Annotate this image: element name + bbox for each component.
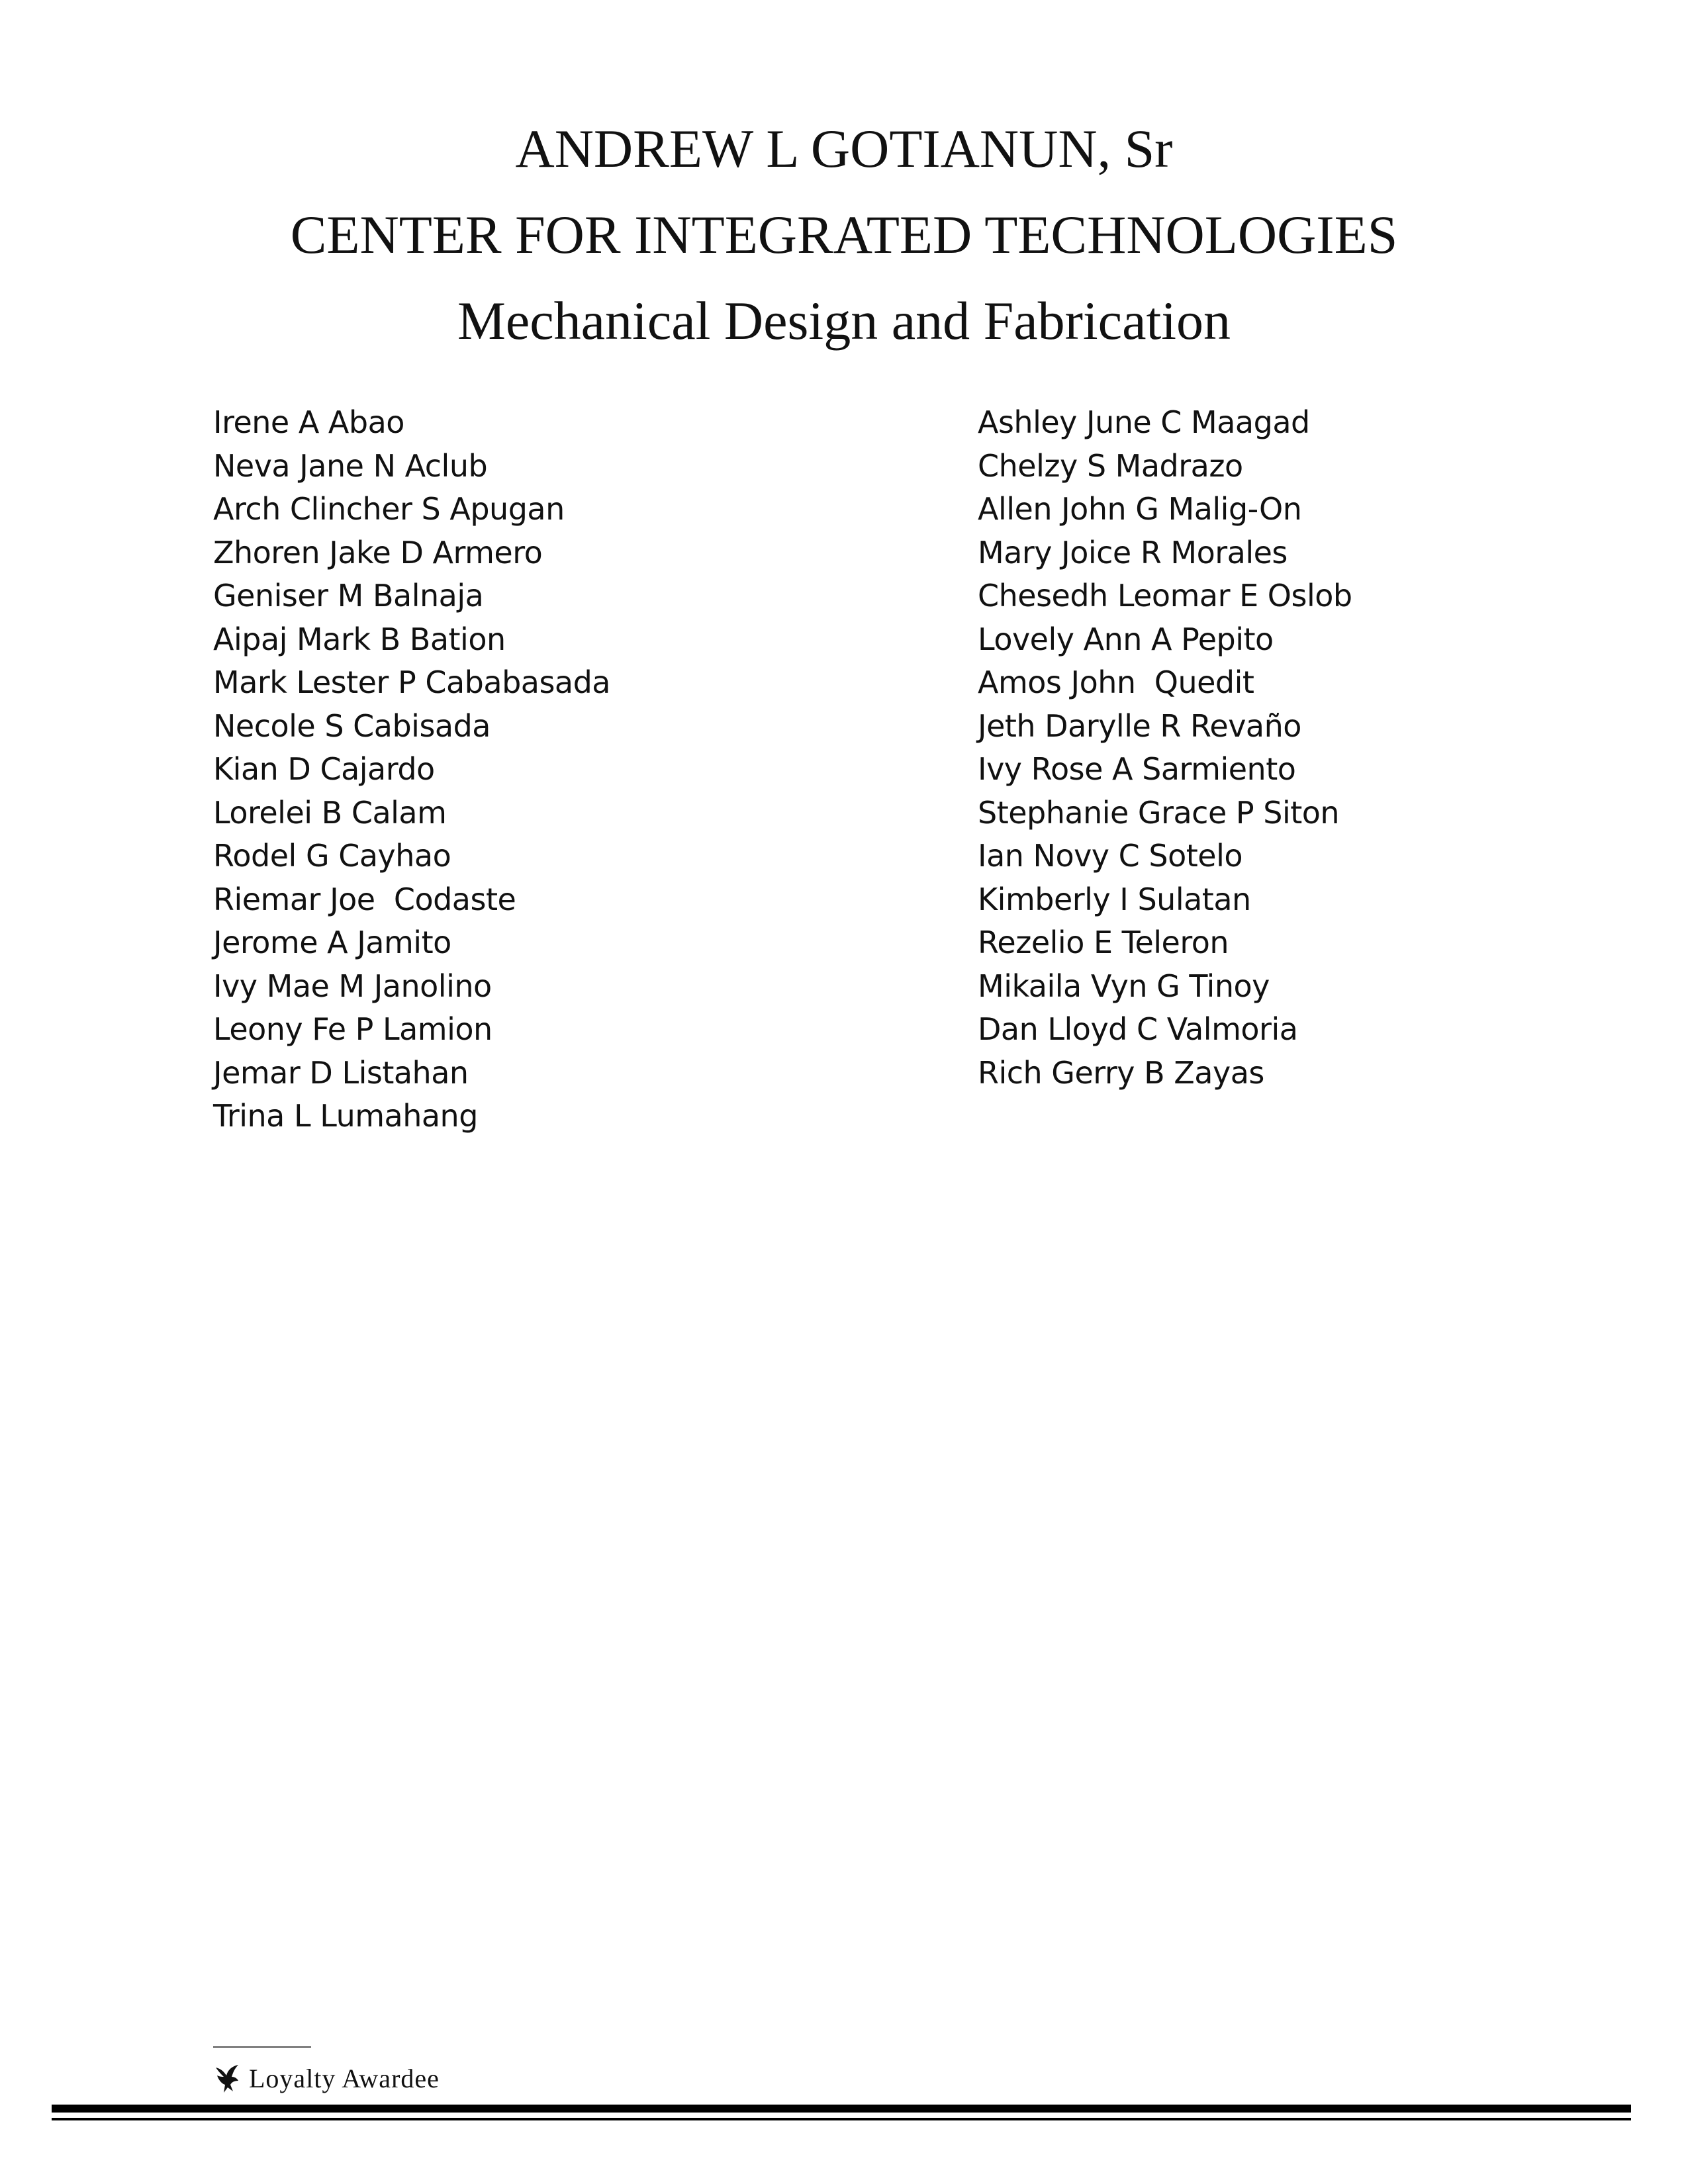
list-item: Kimberly I Sulatan: [978, 881, 1251, 917]
eagle-icon: [213, 2062, 241, 2094]
list-item: Jemar D Listahan: [213, 1054, 469, 1091]
list-item: Allen John G Malig-On: [978, 491, 1302, 527]
list-item: Ian Novy C Sotelo: [978, 838, 1243, 874]
list-item: Mark Lester P Cababasada: [213, 664, 610, 700]
list-item: Ivy Rose A Sarmiento: [978, 751, 1296, 787]
list-item: Aipaj Mark B Bation: [213, 621, 506, 657]
list-item: Geniser M Balnaja: [213, 578, 484, 614]
list-item: Jeth Darylle R Revaño: [978, 707, 1301, 744]
list-item: Chelzy S Madrazo: [978, 447, 1243, 484]
list-item: Mary Joice R Morales: [978, 534, 1288, 570]
list-item: Leony Fe P Lamion: [213, 1011, 492, 1047]
footnote-legend: [213, 2062, 610, 2094]
list-item: Rezelio E Teleron: [978, 925, 1229, 960]
list-item: Neva Jane N Aclub: [213, 447, 488, 484]
list-item: Necole S Cabisada: [213, 707, 491, 744]
list-item: Stephanie Grace P Siton: [978, 794, 1340, 831]
footnote-label: Loyalty Awardee: [249, 2063, 440, 2093]
page-header: [0, 106, 1688, 364]
list-item: Ashley June C Maagad: [978, 404, 1310, 440]
footnote-divider: [213, 2046, 311, 2048]
list-item: Kian D Cajardo: [213, 751, 435, 787]
list-item: Irene A Abao: [213, 404, 404, 440]
footnote: [213, 2046, 610, 2094]
list-item: Rich Gerry B Zayas: [978, 1054, 1264, 1091]
bottom-rule-thick: [52, 2105, 1631, 2113]
list-item: Arch Clincher S Apugan: [213, 491, 565, 527]
list-item: Mikaila Vyn G Tinoy: [978, 968, 1270, 1004]
header-title-program: Mechanical Design and Fabrication: [457, 291, 1231, 351]
list-item: Jerome A Jamito: [213, 925, 451, 960]
names-list-left: [213, 401, 610, 1138]
header-title-center: CENTER FOR INTEGRATED TECHNOLOGIES: [290, 205, 1398, 265]
names-list-right: [978, 401, 1352, 1095]
list-item: Ivy Mae M Janolino: [213, 968, 492, 1004]
list-item: Riemar Joe Codaste: [213, 881, 516, 917]
list-item: Lovely Ann A Pepito: [978, 621, 1274, 657]
list-item: Chesedh Leomar E Oslob: [978, 578, 1352, 614]
list-item: Zhoren Jake D Armero: [213, 534, 543, 570]
list-item: Rodel G Cayhao: [213, 838, 451, 874]
bottom-rule-thin: [52, 2118, 1631, 2120]
list-item: Dan Lloyd C Valmoria: [978, 1011, 1298, 1047]
list-item: Amos John Quedit: [978, 664, 1254, 700]
header-title-name: ANDREW L GOTIANUN, Sr: [515, 118, 1173, 179]
list-item: Trina L Lumahang: [213, 1098, 478, 1134]
list-item: Lorelei B Calam: [213, 794, 447, 831]
